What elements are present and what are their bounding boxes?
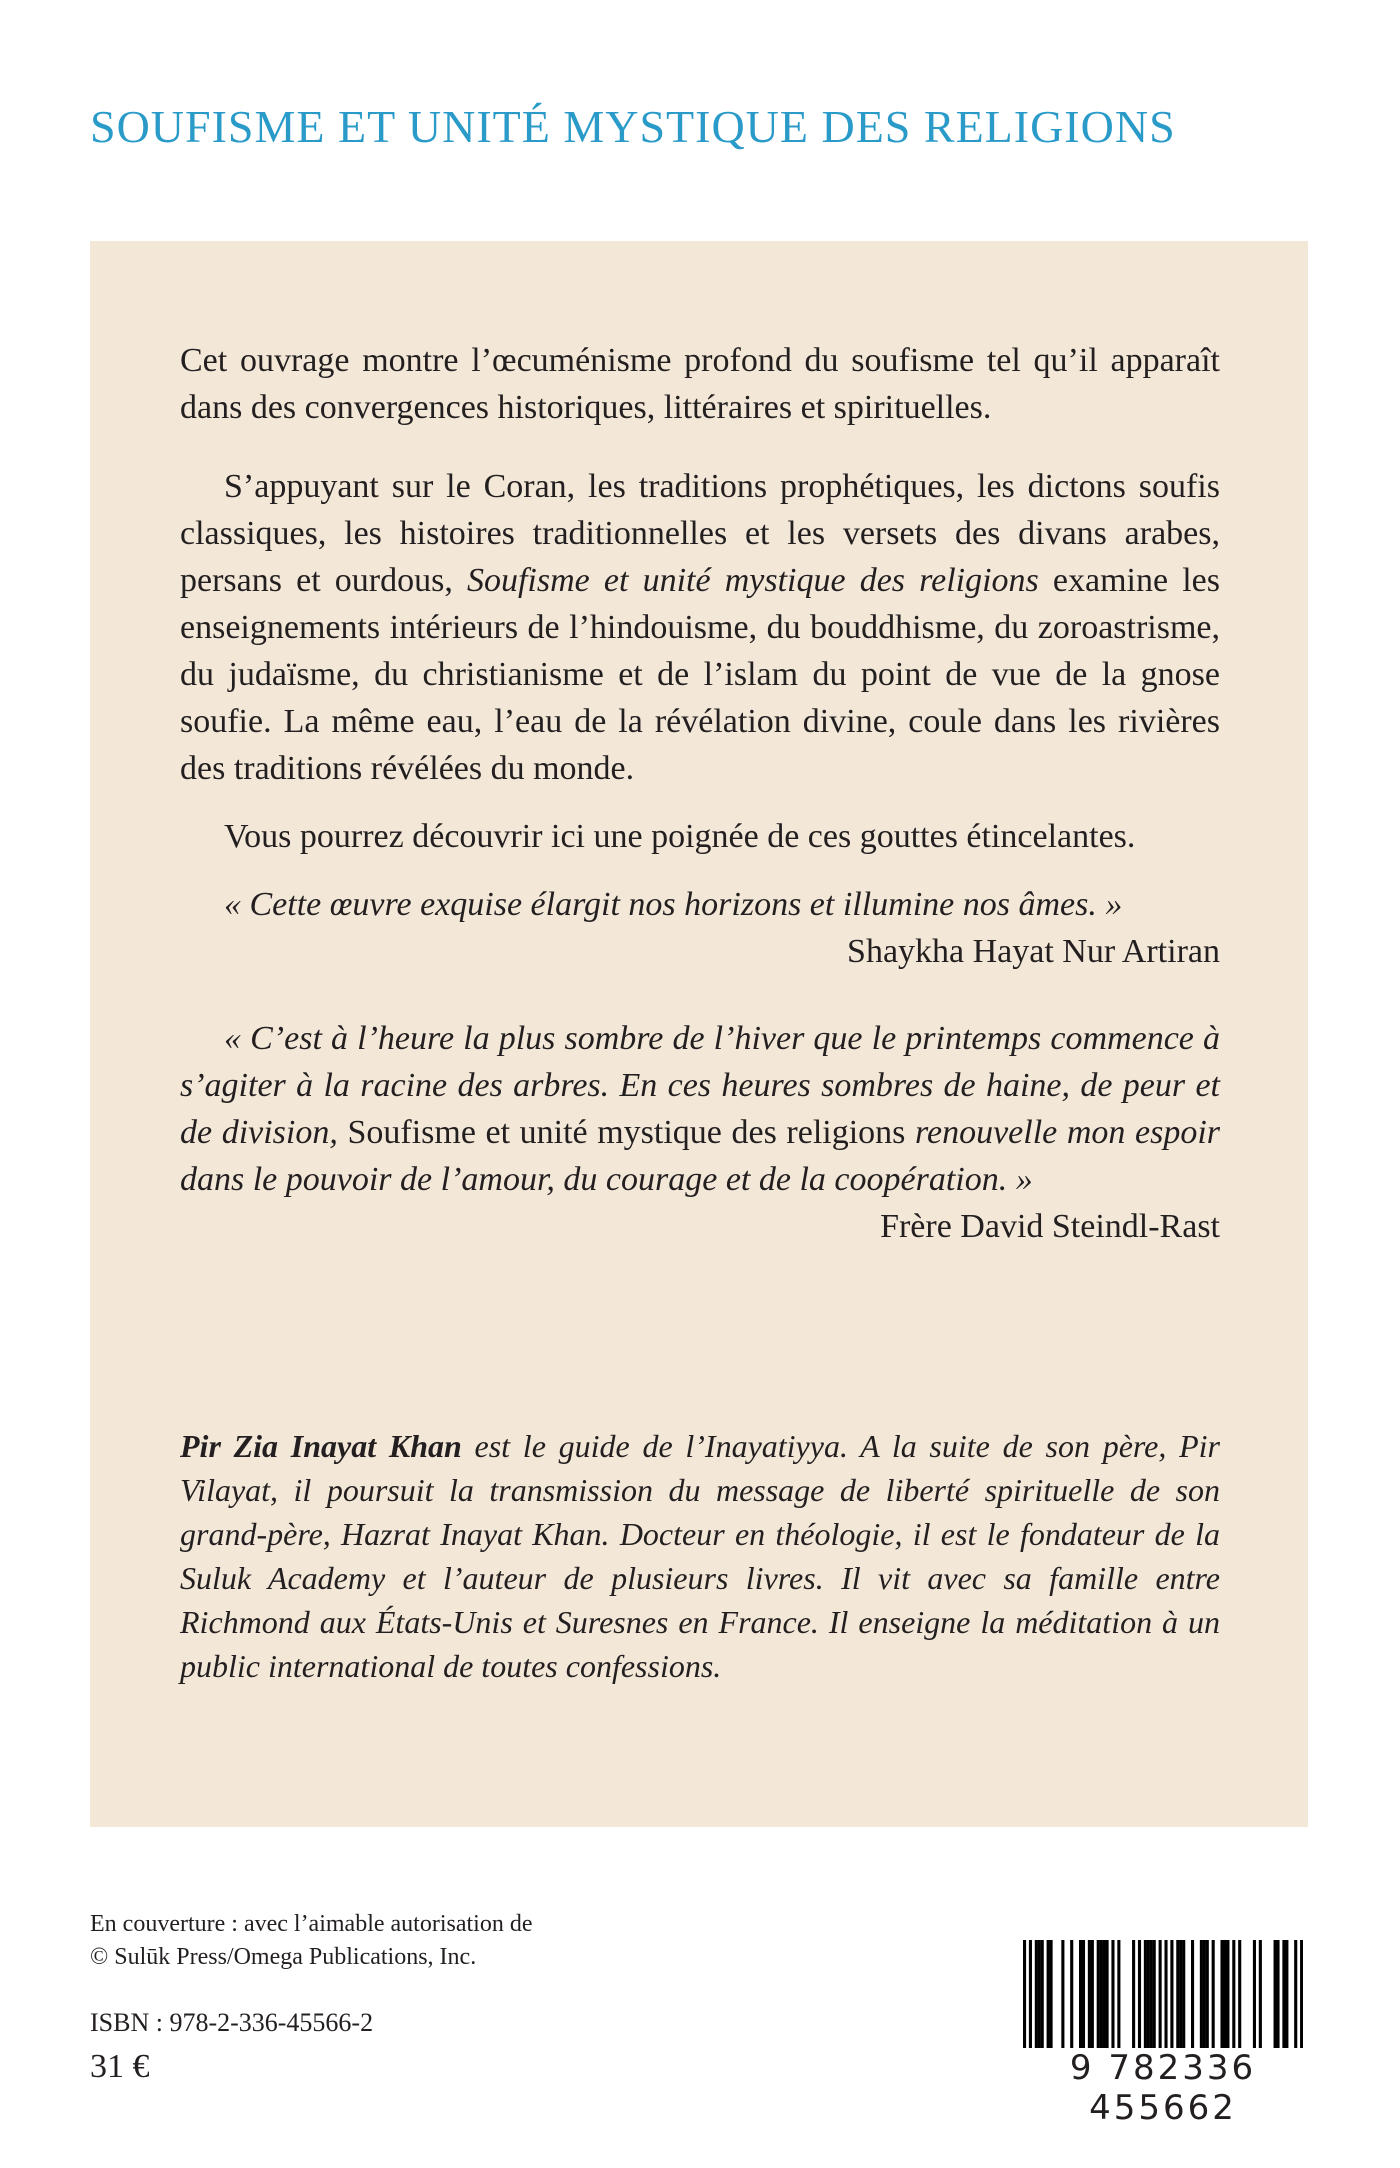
quote-2-text-end: renouvelle mon espoir dans le pouvoir de l’amour, du courage et de la coopération. » — [180, 1114, 1221, 1198]
blurb-paragraph-2 — [180, 463, 1220, 792]
author-name: Pir Zia Inayat Khan — [180, 1428, 462, 1464]
cover-credit-line-1: En couverture : avec l’aimable autorisation de — [90, 1911, 533, 1937]
isbn-label: ISBN : 978-2-336-45566-2 — [90, 2008, 374, 2037]
blurb-paragraph-1: Cet ouvrage montre l’œcuménisme profond du soufisme tel qu’il apparaît dans des convergences historiques, littéraires et spirituelles. — [180, 342, 1220, 426]
cover-credits — [90, 1908, 532, 1974]
ean-barcode — [1010, 1940, 1316, 2128]
author-bio-text: est le guide de l’Inayatiyya. A la suite de son père, Pir Vilayat, il poursuit la transmission du message de liberté spirituelle de son grand-père, Hazrat Inayat Khan. Docteur en théologie, il est le fondateur de la Suluk Academy et l’auteur de plusieurs livres. Il vit avec sa famille entre Richmond aux États-Unis et Suresnes en France. Il enseigne la méditation à un public international de toutes confessions. — [180, 1428, 1221, 1684]
barcode-digits: 9 782336 455662 — [1010, 2048, 1316, 2128]
book-title-italic: Soufisme et unité mystique des religions — [466, 562, 1039, 599]
quote-1 — [180, 881, 1220, 928]
blurb-text — [180, 337, 1220, 1290]
blurb-paragraph-3: Vous pourrez découvrir ici une poignée de ces gouttes étincelantes. — [224, 818, 1136, 855]
blurb-panel — [90, 241, 1308, 1827]
quote-2-text-start: « C’est à l’heure la plus sombre de l’hiver que le printemps commence à s’agiter à la racine des arbres. En ces heures sombres de haine, de peur et de division, — [180, 1020, 1220, 1151]
price-label: 31 € — [90, 2048, 150, 2085]
quote-2 — [180, 1015, 1220, 1203]
quote-1-author: Shaykha Hayat Nur Artiran — [847, 933, 1220, 970]
blurb-paragraph-2-end: examine les enseignements intérieurs de l’hindouisme, du bouddhisme, du zoroastrisme, du judaïsme, du christianisme et de l’islam du point de vue de la gnose soufie. La même eau, l’eau de la révélation divine, coule dans les rivières des traditions révélées du monde. — [180, 562, 1220, 787]
quote-2-book-title: Soufisme et unité mystique des religions — [347, 1114, 906, 1151]
cover-credit-line-2: © Sulūk Press/Omega Publications, Inc. — [90, 1944, 477, 1970]
quote-1-text: « Cette œuvre exquise élargit nos horizons et illumine nos âmes. » — [224, 886, 1123, 923]
blurb-paragraph-2-start: S’appuyant sur le Coran, les traditions prophétiques, les dictons soufis classiques, les histoires traditionnelles et les versets des divans arabes, persans et ourdous, — [180, 468, 1220, 599]
book-title: SOUFISME ET UNITÉ MYSTIQUE DES RELIGIONS — [90, 101, 1176, 152]
author-bio — [180, 1424, 1220, 1688]
quote-2-author: Frère David Steindl-Rast — [880, 1208, 1220, 1245]
